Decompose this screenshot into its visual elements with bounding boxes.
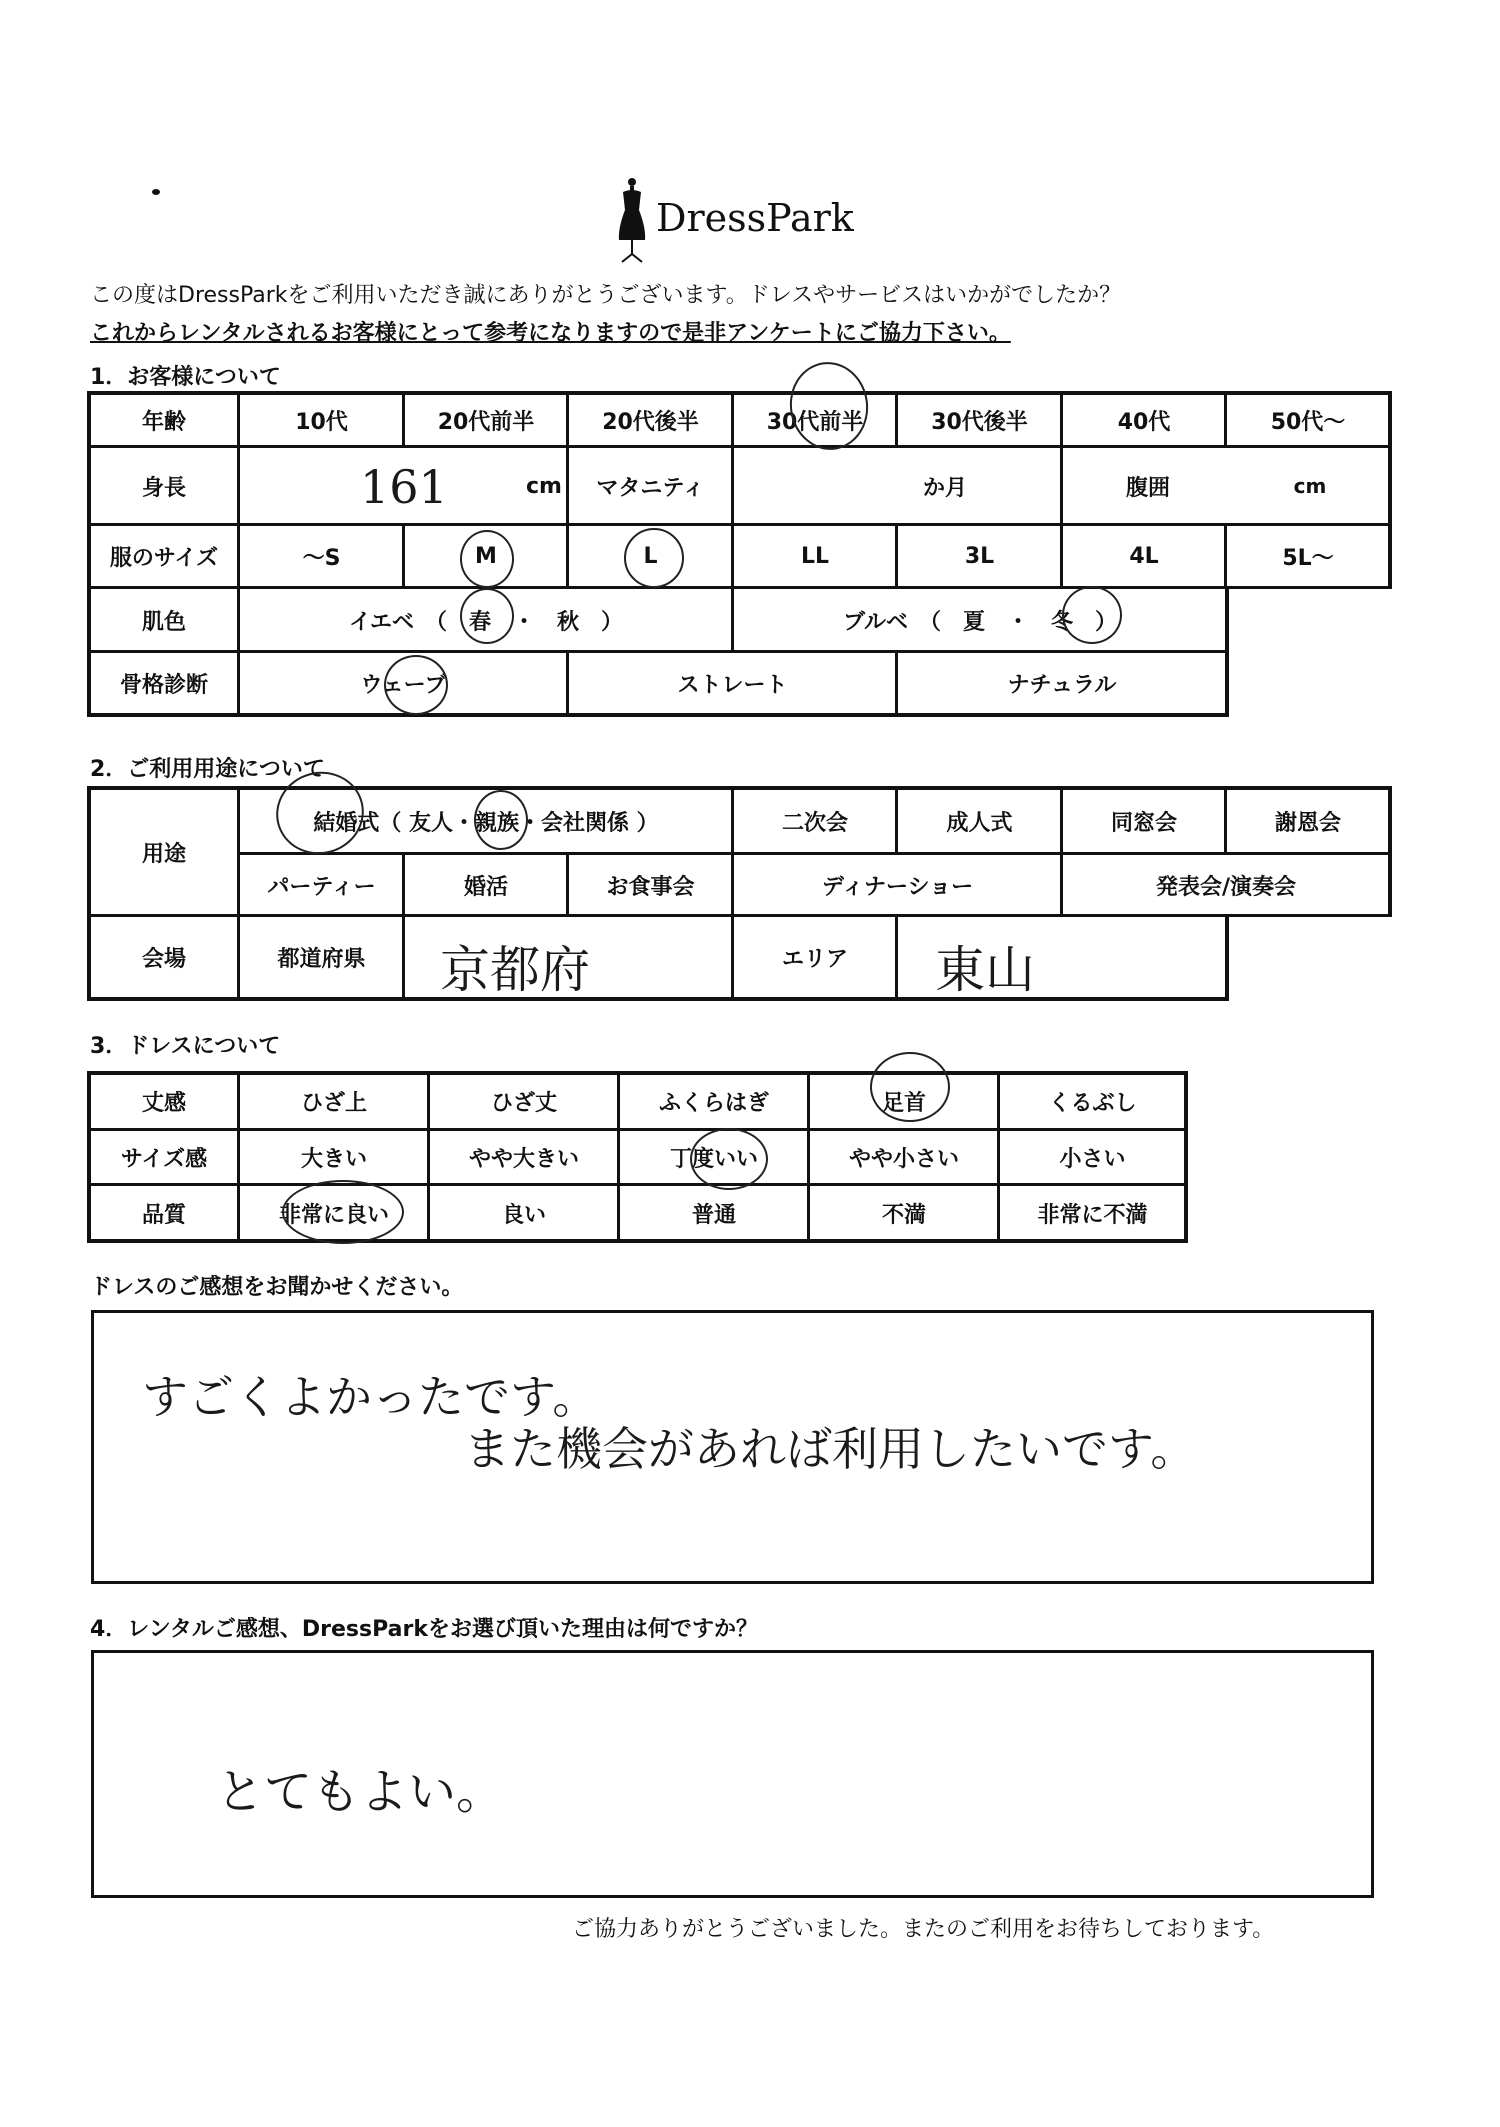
brand-logo (612, 176, 852, 266)
frame-label: 骨格診断 (119, 673, 208, 698)
reason-handwritten: とてもよい。 (216, 1764, 505, 1820)
section-1-title: 1．お客様について (90, 365, 281, 390)
age-option[interactable]: 40代 (1117, 409, 1171, 435)
fit-label: サイズ感 (120, 1147, 208, 1172)
waist-label: 腹囲 (1125, 475, 1170, 501)
footer-thanks: ご協力ありがとうございました。またのご利用をお待ちしております。 (572, 1917, 1275, 1942)
brand-name: DressPark (656, 196, 854, 240)
usage-wedding-options[interactable]: 結婚式（ 友人・親族・会社関係 ） (313, 810, 659, 836)
height-handwritten: 161 (360, 460, 448, 514)
size-option[interactable]: 4L (1129, 544, 1159, 569)
reason-box[interactable] (91, 1650, 1374, 1898)
relatives-circle (474, 790, 528, 850)
fit-option[interactable]: 大きい (300, 1147, 367, 1172)
prefecture-label: 都道府県 (277, 947, 366, 972)
size-label: 服のサイズ (109, 546, 219, 571)
usage-label: 用途 (141, 842, 186, 867)
height-label: 身長 (141, 475, 186, 501)
age-option[interactable]: 20代前半 (437, 409, 535, 435)
just-right-circle (690, 1128, 768, 1190)
size-option[interactable]: ～S (302, 546, 341, 571)
quality-option[interactable]: 非常に不満 (1037, 1202, 1148, 1228)
dress-comment-box[interactable] (91, 1310, 1374, 1584)
section-2-title: 2．ご利用用途について (90, 757, 325, 782)
fit-option[interactable]: やや大きい (468, 1147, 579, 1172)
usage-option[interactable]: 謝恩会 (1274, 810, 1341, 836)
quality-label: 品質 (141, 1202, 186, 1228)
waist-unit: cm (1293, 474, 1327, 498)
size-option[interactable]: LL (800, 544, 830, 569)
quality-option[interactable]: 普通 (691, 1202, 736, 1228)
size-option[interactable]: 5L～ (1282, 546, 1334, 571)
skin-label: 肌色 (141, 609, 186, 635)
ankle-circle (870, 1052, 950, 1122)
size-m-circle (460, 530, 514, 588)
length-option[interactable]: ひざ丈 (490, 1091, 557, 1116)
scan-speck (152, 189, 160, 195)
quality-option[interactable]: 不満 (881, 1202, 926, 1228)
comment-handwritten-line-2: また機会があれば利用したいです。 (464, 1422, 1197, 1476)
area-label: エリア (781, 947, 848, 972)
wave-circle (384, 655, 448, 715)
usage-option[interactable]: ディナーショー (821, 874, 974, 900)
frame-option[interactable]: ナチュラル (1007, 673, 1117, 698)
usage-option[interactable]: 発表会/演奏会 (1155, 874, 1297, 900)
size-option-selected[interactable]: L (643, 544, 658, 569)
size-option-selected[interactable]: M (475, 544, 497, 569)
quality-option-selected[interactable]: 非常に良い (278, 1202, 389, 1228)
maternity-months: か月 (922, 475, 967, 501)
height-unit: cm (526, 473, 562, 499)
comment-handwritten-line-1: すごくよかったです。 (142, 1370, 599, 1424)
length-label: 丈感 (141, 1091, 186, 1116)
size-l-circle (624, 528, 684, 588)
fit-option[interactable]: 小さい (1059, 1147, 1126, 1172)
usage-option[interactable]: パーティー (267, 874, 376, 900)
length-option[interactable]: ひざ上 (300, 1091, 367, 1116)
intro-line-2: これからレンタルされるお客様にとって参考になりますので是非アンケートにご協力下さい。 (90, 321, 1011, 346)
comment-prompt: ドレスのご感想をお聞かせください。 (90, 1275, 464, 1300)
fit-option[interactable]: やや小さい (848, 1147, 959, 1172)
frame-option-selected[interactable]: ウェーブ (360, 673, 447, 698)
very-good-circle (282, 1180, 404, 1244)
usage-option[interactable]: 成人式 (946, 810, 1013, 836)
fit-option-selected[interactable]: 丁度いい (669, 1147, 758, 1172)
winter-circle (1062, 586, 1122, 644)
section-4-title: 4．レンタルご感想、DressParkをお選び頂いた理由は何ですか？ (90, 1617, 758, 1642)
skin-yellow-options[interactable]: イエベ （ 春 ・ 秋 ） (348, 609, 624, 635)
quality-option[interactable]: 良い (501, 1202, 546, 1228)
usage-option[interactable]: 同窓会 (1110, 810, 1177, 836)
usage-option[interactable]: 婚活 (463, 874, 508, 900)
section-3-title: 3．ドレスについて (90, 1034, 281, 1059)
spring-circle (460, 588, 514, 644)
age-label: 年齢 (141, 409, 186, 435)
age-option[interactable]: 10代 (295, 409, 348, 435)
intro-line-1: この度はDressParkをご利用いただき誠にありがとうございます。ドレスやサービスはいかがでしたか？ (90, 283, 1122, 308)
usage-option[interactable]: お食事会 (606, 874, 695, 900)
length-option[interactable]: くるぶし (1048, 1091, 1137, 1116)
age-option[interactable]: 20代後半 (602, 409, 699, 435)
usage-option[interactable]: 二次会 (781, 810, 848, 836)
frame-option[interactable]: ストレート (677, 673, 788, 698)
size-option[interactable]: 3L (964, 544, 995, 569)
age-option[interactable]: 30代後半 (931, 409, 1028, 435)
prefecture-handwritten: 京都府 (440, 941, 590, 999)
age-option[interactable]: 50代～ (1270, 409, 1346, 435)
dress-form-icon (612, 176, 652, 266)
age-option-selected[interactable]: 30代前半 (766, 409, 864, 435)
skin-blue-options[interactable]: ブルベ （ 夏 ・ 冬 ） (842, 609, 1118, 635)
length-option-selected[interactable]: 足首 (881, 1091, 926, 1116)
area-handwritten: 東山 (935, 941, 1035, 999)
length-option[interactable]: ふくらはぎ (658, 1091, 769, 1116)
maternity-label: マタニティ (596, 475, 705, 501)
venue-label: 会場 (141, 947, 186, 972)
